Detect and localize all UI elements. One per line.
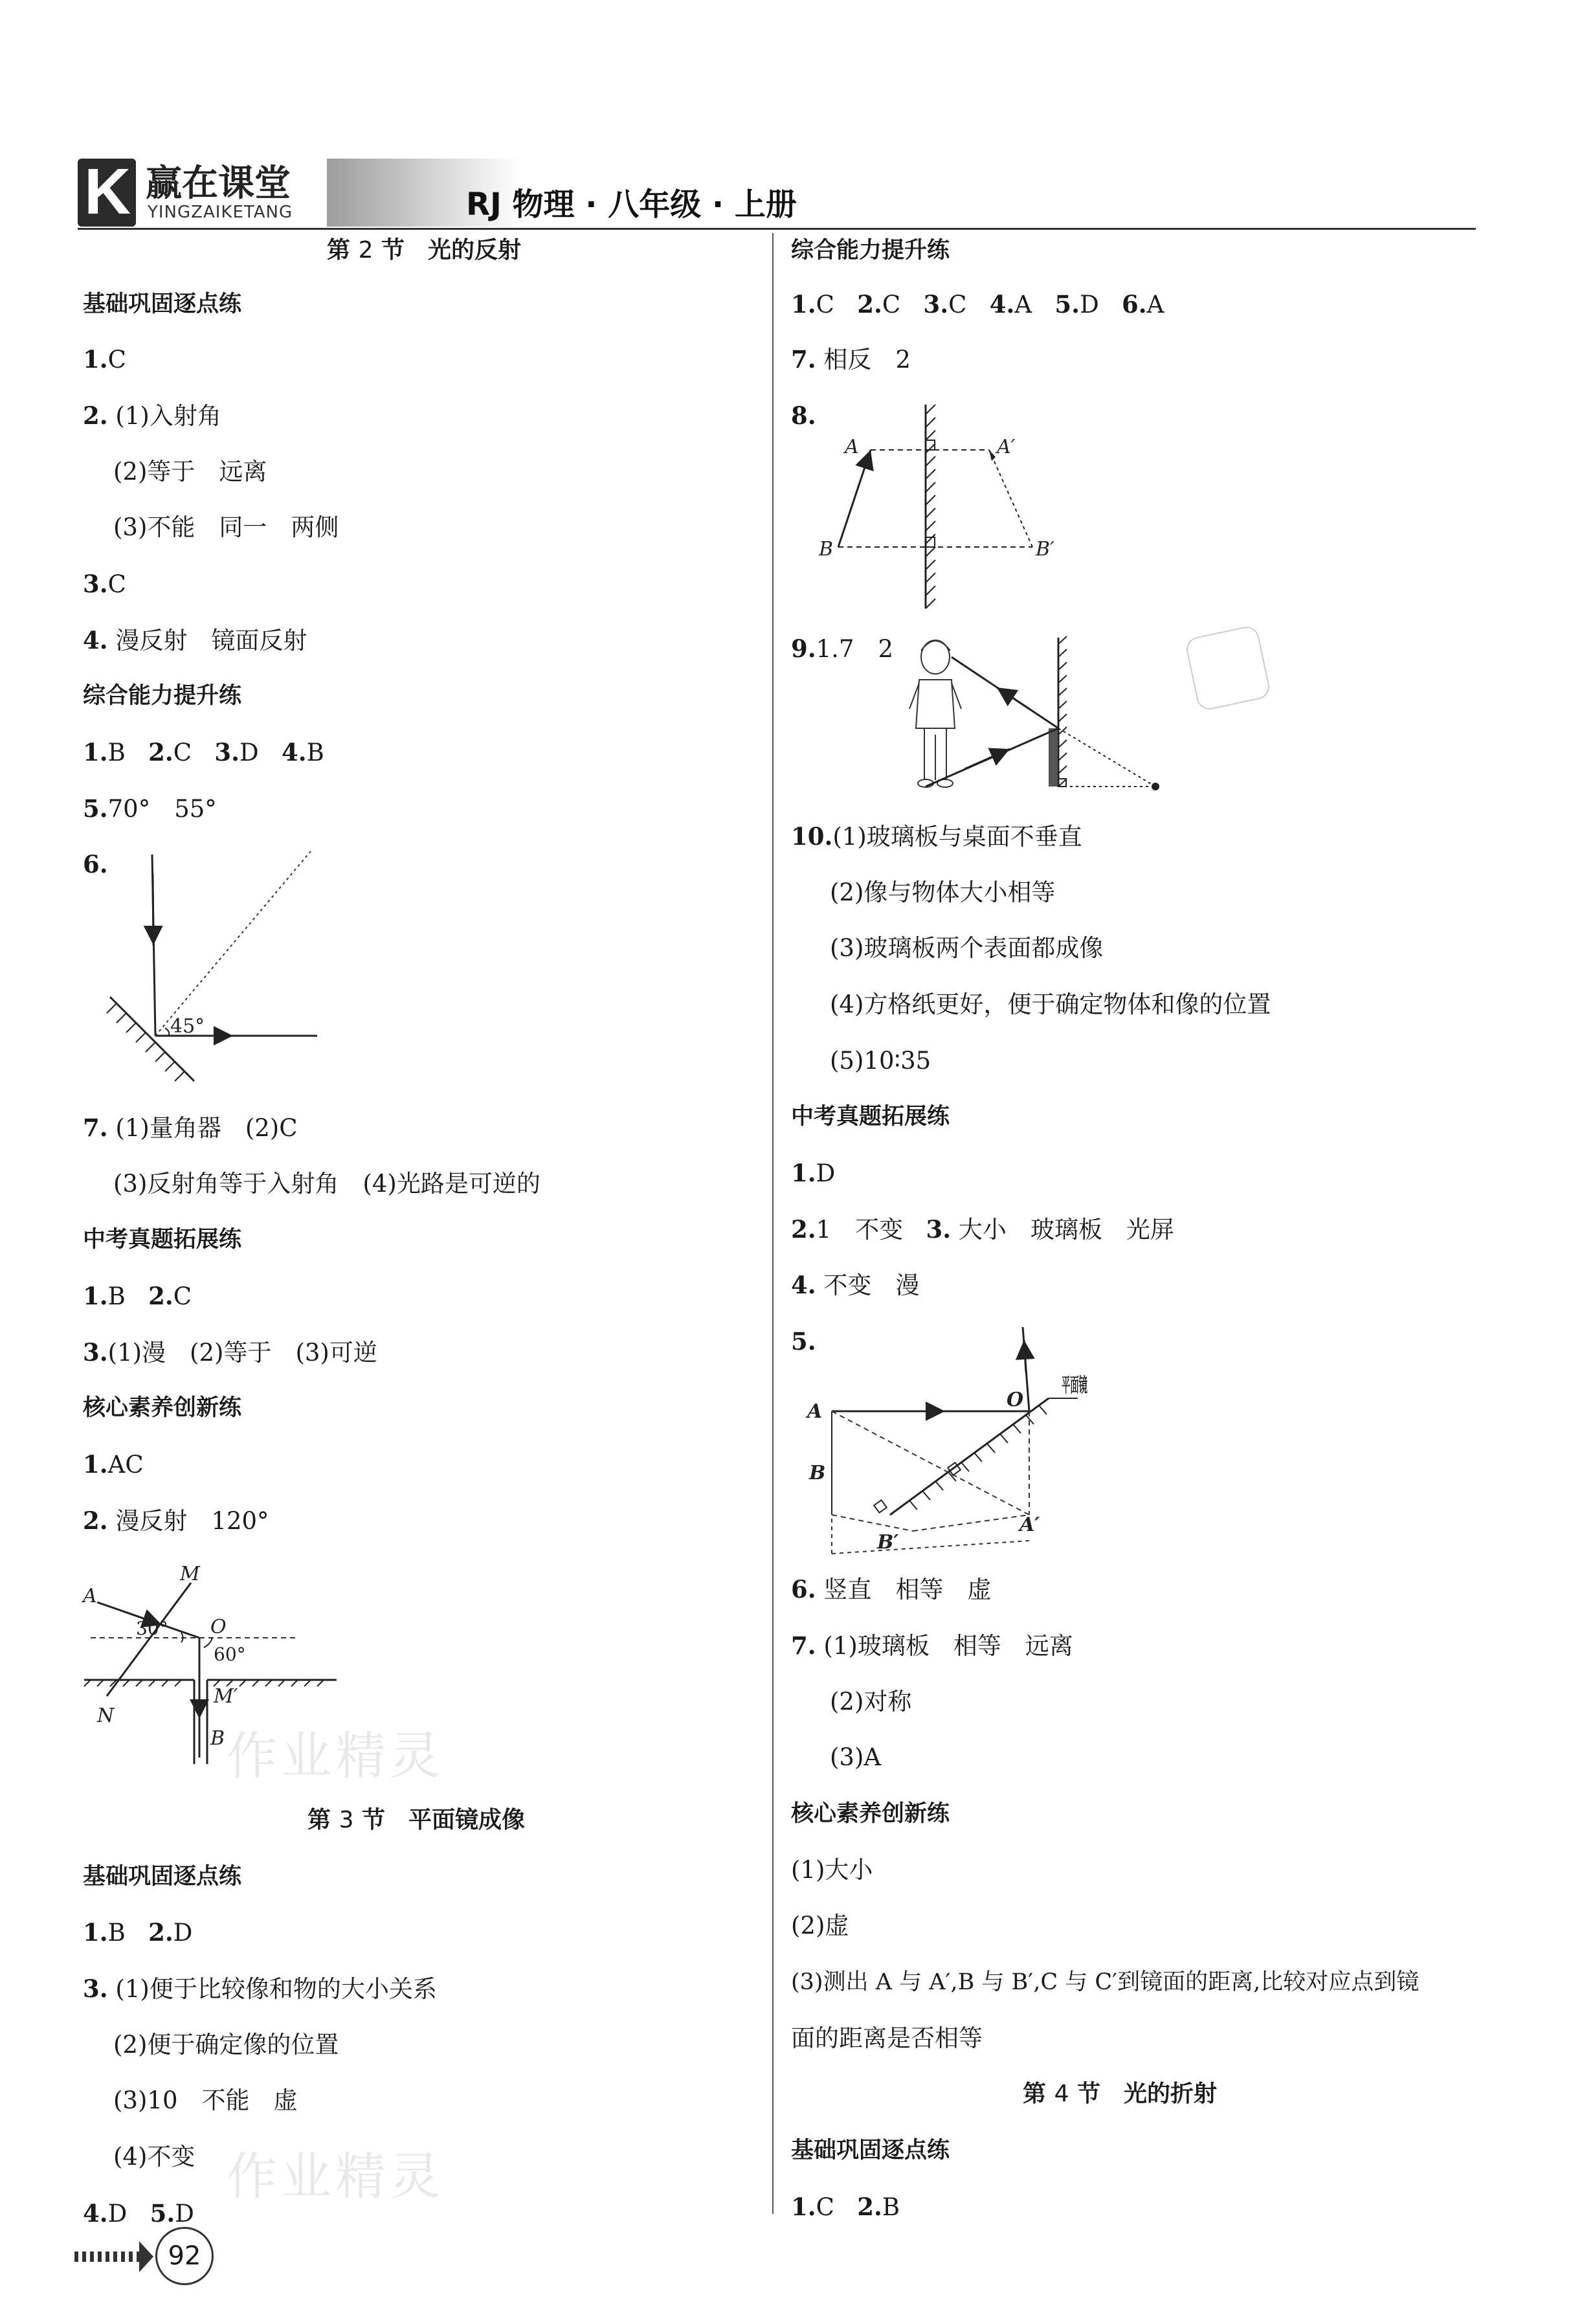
label-b: B <box>809 1462 826 1484</box>
answer-line: (5)10∶35 <box>830 1047 931 1075</box>
subsection-heading: 中考真题拓展练 <box>83 1227 242 1253</box>
answer-line: (2)等于 远离 <box>113 458 267 486</box>
answer-item: 6. 竖直 相等 虚 <box>791 1575 992 1603</box>
answer-item: 2. 漫反射 120° <box>83 1506 269 1535</box>
answer-row <box>791 290 1164 319</box>
answer-item: 4. 漫反射 镜面反射 <box>83 626 307 654</box>
subsection-heading: 核心素养创新练 <box>791 1801 950 1827</box>
answer-line: (2)对称 <box>830 1688 912 1715</box>
subsection-heading: 中考真题拓展练 <box>791 1104 950 1130</box>
person-figure <box>909 640 961 787</box>
person-mirror-diagram-q9 <box>900 631 1172 796</box>
answer-row: 4.D 5.D <box>83 2199 194 2228</box>
label-o: O <box>210 1616 227 1638</box>
answer-row: 1.B 2.C 3.D 4.B <box>83 738 324 766</box>
logo-box <box>78 155 136 228</box>
answer-number: 2. <box>857 290 882 318</box>
page-number: 92 <box>168 2241 201 2271</box>
answer-number: 1. <box>791 290 816 318</box>
subsection-heading: 综合能力提升练 <box>791 238 950 263</box>
answer-row: 1.B 2.C <box>83 1282 192 1310</box>
label-a: A <box>845 436 859 458</box>
answer-number: 6. <box>1122 290 1147 318</box>
image-ab <box>989 450 1032 547</box>
page-header <box>78 146 1476 236</box>
answer-line: (3)测出 A 与 A′,B 与 B′,C 与 C′到镜面的距离,比较对应点到镜 <box>791 1969 1420 1995</box>
answer-line: 面的距离是否相等 <box>791 2024 983 2052</box>
answer-line: (4)方格纸更好，便于确定物体和像的位置 <box>830 990 1271 1018</box>
label-ap: A′ <box>1019 1514 1040 1536</box>
answer-row: 1.B 2.D <box>83 1918 193 1947</box>
reflection-diagram-core2 <box>78 1557 350 1771</box>
subsection-heading: 综合能力提升练 <box>83 683 242 709</box>
arrow-dots-decoration <box>74 2251 146 2262</box>
subsection-heading: 基础巩固逐点练 <box>83 1864 242 1890</box>
subject-title: RJ 物理 · 八年级 · 上册 <box>466 186 797 223</box>
answer-choice: C <box>948 291 967 318</box>
answer-item: 8. <box>791 401 816 430</box>
answer-item: 3.(1)漫 (2)等于 (3)可逆 <box>83 1338 377 1367</box>
answer-item: 5. <box>791 1327 816 1356</box>
section-title: 第 3 节 平面镜成像 <box>307 1807 526 1833</box>
mirror-surface <box>110 997 194 1081</box>
reflection-diagram-q6 <box>104 848 337 1094</box>
section-title: 第 4 节 光的折射 <box>1023 2081 1218 2107</box>
subsection-heading: 核心素养创新练 <box>83 1395 242 1421</box>
answer-item: 7. 相反 2 <box>791 345 911 374</box>
object-ab <box>838 450 871 547</box>
brand-name: 赢在课堂 <box>146 162 291 205</box>
label-60: 60° <box>214 1644 246 1665</box>
answer-item: 1.AC <box>83 1450 144 1479</box>
subsection-heading: 基础巩固逐点练 <box>83 291 242 317</box>
label-a: A <box>83 1585 97 1607</box>
label-m: M <box>180 1563 200 1585</box>
angle-label: 45° <box>170 1015 205 1038</box>
label-mirror: 平面镜 <box>1062 1374 1087 1397</box>
answer-item: 6. <box>83 850 108 878</box>
answer-choice: D <box>1080 291 1099 318</box>
column-divider <box>772 233 774 2214</box>
answer-item: 2. (1)入射角 <box>83 401 221 430</box>
watermark: 作业精灵 <box>227 1727 445 1785</box>
answer-item: 1.D <box>791 1159 836 1187</box>
answer-line: (3)A <box>830 1743 882 1771</box>
answer-line: (3)反射角等于入射角 (4)光路是可逆的 <box>113 1170 540 1198</box>
answer-choice: A <box>1146 291 1164 318</box>
answer-item: 4. 不变 漫 <box>791 1271 920 1299</box>
mirror <box>890 1398 1049 1515</box>
answer-choice: C <box>816 291 834 318</box>
answer-line: (2)虚 <box>791 1912 849 1939</box>
brand-pinyin: YINGZAIKETANG <box>148 203 293 222</box>
answer-line: (3)10 不能 虚 <box>113 2086 298 2114</box>
section-title: 第 2 节 光的反射 <box>327 237 522 263</box>
answer-item: 5.70° 55° <box>83 794 217 823</box>
header-rule <box>78 228 1476 230</box>
page-number-circle <box>155 2227 214 2285</box>
chevron-right-icon <box>139 2241 153 2272</box>
answer-row: 1.C 2.B <box>791 2193 900 2221</box>
label-ap: A′ <box>997 436 1016 458</box>
answer-line: (4)不变 <box>113 2143 195 2171</box>
label-bp: B′ <box>877 1531 899 1554</box>
answer-row: 2.1 不变 3. 大小 玻璃板 光屏 <box>791 1215 1174 1244</box>
subsection-heading: 基础巩固逐点练 <box>791 2138 950 2163</box>
answer-item: 3.C <box>83 570 126 598</box>
watermark: 作业精灵 <box>227 2148 445 2206</box>
answer-item: 9.1.7 2 <box>791 634 894 663</box>
label-mp: M′ <box>214 1685 238 1708</box>
answer-item: 10.(1)玻璃板与桌面不垂直 <box>791 822 1082 851</box>
page-footer <box>74 2227 217 2285</box>
answer-choice: C <box>882 291 901 318</box>
answer-line: (2)像与物体大小相等 <box>830 878 1056 906</box>
label-b: B <box>819 538 834 561</box>
answer-item: 7. (1)量角器 (2)C <box>83 1113 298 1142</box>
answer-line: (3)玻璃板两个表面都成像 <box>830 934 1104 962</box>
label-bp: B′ <box>1036 538 1054 561</box>
answer-item: 7. (1)玻璃板 相等 远离 <box>791 1631 1073 1660</box>
label-a: A <box>807 1400 823 1423</box>
normal-line <box>155 851 311 1036</box>
logo-letter: K <box>84 155 131 228</box>
answer-item: 3. (1)便于比较像和物的大小关系 <box>83 1974 437 2003</box>
label-30: 30° <box>136 1618 168 1639</box>
answer-number: 5. <box>1054 290 1080 318</box>
plane-mirror-diagram-x5 <box>806 1321 1091 1554</box>
label-o: O <box>1007 1389 1024 1411</box>
label-n: N <box>97 1704 115 1727</box>
answer-line: (1)大小 <box>791 1856 873 1884</box>
answer-line: (3)不能 同一 两侧 <box>113 513 339 541</box>
answer-number: 4. <box>989 290 1015 318</box>
answer-number: 3. <box>923 290 949 318</box>
answer-choice: A <box>1014 291 1032 318</box>
answer-line: (2)便于确定像的位置 <box>113 2031 339 2059</box>
answer-item: 1.C <box>83 345 126 374</box>
plane-mirror-diagram-q8 <box>809 401 1068 615</box>
stamp-decoration <box>1184 624 1271 711</box>
label-b: B <box>210 1727 225 1750</box>
